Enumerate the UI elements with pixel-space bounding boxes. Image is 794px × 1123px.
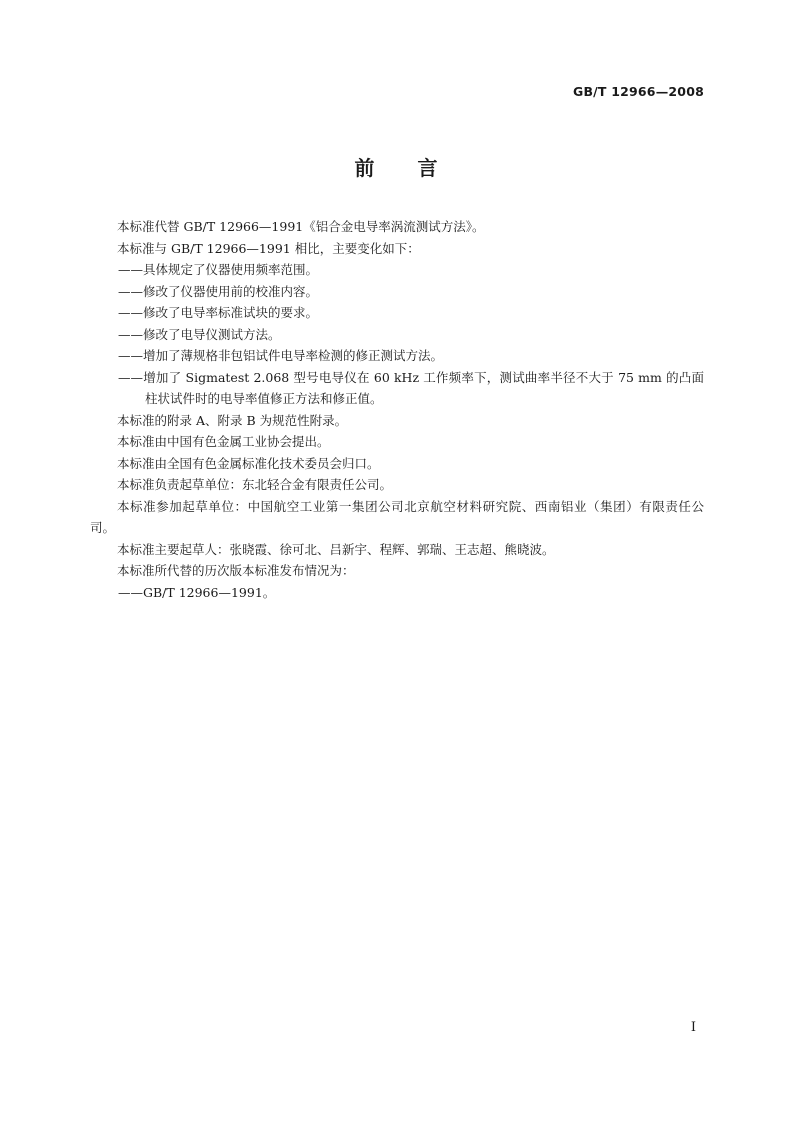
paragraph-previous-editions: 本标准所代替的历次版本标准发布情况为： [117, 563, 355, 578]
change-item-calibration: ——修改了仪器使用前的校准内容。 [118, 283, 319, 299]
paragraph-centralized-by: 本标准由全国有色金属标准化技术委员会归口。 [117, 455, 380, 471]
paragraph-proposed-by: 本标准由中国有色金属工业协会提出。 [117, 434, 330, 449]
page-number: I [690, 1020, 696, 1035]
page-title: 前 言 [354, 156, 440, 180]
paragraph-drafting-unit: 本标准负责起草单位：东北轻合金有限责任公司。 [117, 477, 393, 492]
change-item-thin-specimen: ——增加了薄规格非包铝试件电导率检测的修正测试方法。 [118, 348, 444, 363]
change-item-sigmatest: ——增加了 Sigmatest 2.068 型号电导仪在 60 kHz 工作频率下，测试曲率半径不大于 75 mm 的凸面柱状试件时的电导率值修正方法和修正值。 [118, 369, 704, 406]
change-item-frequency: ——具体规定了仪器使用频率范围。 [118, 262, 319, 277]
paragraph-replaces: 本标准代替 GB/T 12966—1991《铝合金电导率涡流测试方法》。 [117, 219, 485, 234]
paragraph-annexes: 本标准的附录 A、附录 B 为规范性附录。 [117, 412, 348, 428]
previous-edition-item: ——GB/T 12966—1991。 [118, 584, 276, 600]
standard-code: GB/T 12966—2008 [572, 84, 704, 99]
paragraph-drafters: 本标准主要起草人：张晓霞、徐可北、吕新宇、程辉、郭瑞、王志超、熊晓波。 [117, 541, 555, 557]
paragraph-participants: 本标准参加起草单位：中国航空工业第一集团公司北京航空材料研究院、西南铝业（集团）有限责任公司。 [90, 498, 704, 535]
change-item-test-block: ——修改了电导率标准试块的要求。 [118, 305, 319, 320]
change-item-test-method: ——修改了电导仪测试方法。 [118, 326, 281, 342]
paragraph-main-changes: 本标准与 GB/T 12966—1991 相比，主要变化如下： [117, 240, 420, 256]
foreword-body [90, 216, 704, 603]
